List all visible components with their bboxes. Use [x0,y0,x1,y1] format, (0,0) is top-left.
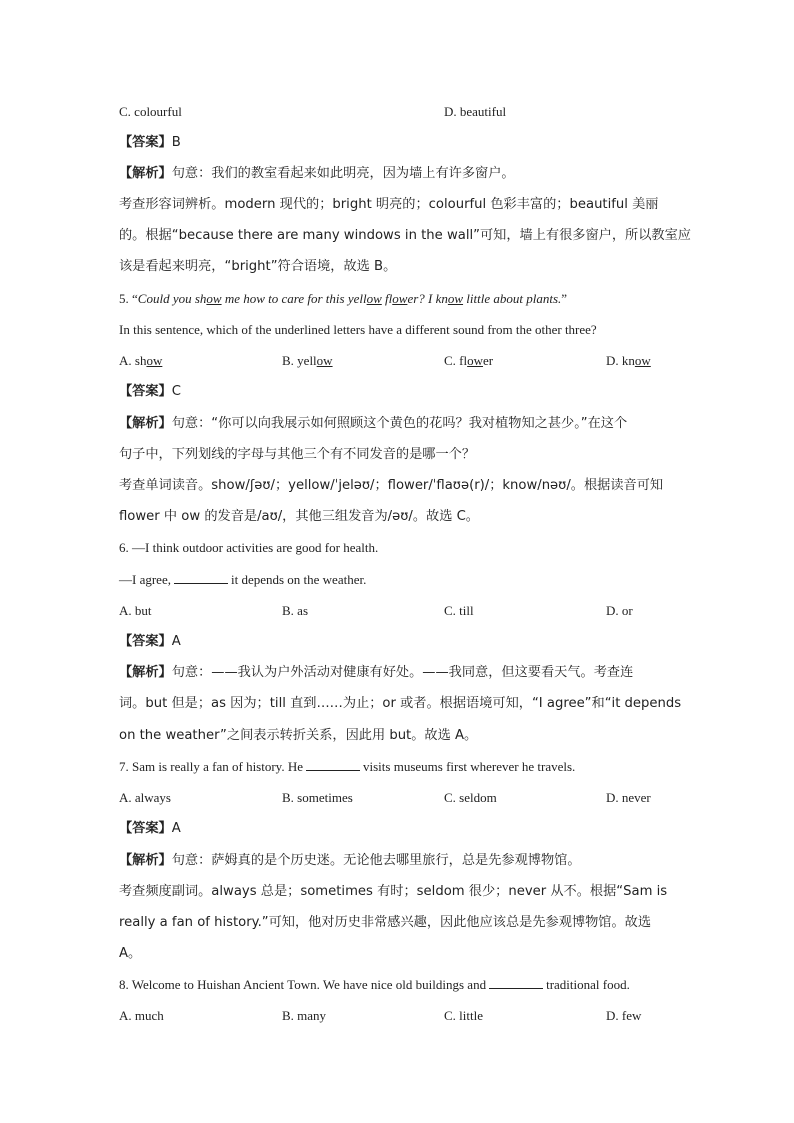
analysis-tag: 【解析】 [119,665,172,680]
answer-tag: 【答案】 [119,384,172,399]
option-d: D. few [606,1008,642,1023]
analysis-text: 句子中，下列划线的字母与其他三个有不同发音的是哪一个？ [119,447,476,462]
stem-text: —I agree, [119,572,171,587]
stem-text: 8. Welcome to Huishan Ancient Town. We have nice old buildings and [119,977,487,992]
stem-text: ” [561,291,568,306]
question-5-prompt: In this sentence, which of the underlined letters have a different sound from the other three? [119,322,597,337]
stem-text: visits museums first wherever he travels. [363,759,576,774]
option-d: D. never [606,790,651,805]
analysis-text: 词。but 但是；as 因为；till 直到……为止；or 或者。根据语境可知，“I agree”和“it depends [119,696,682,711]
option-d [606,352,651,370]
question-8-stem [119,976,630,994]
option-a: A. but [119,603,152,618]
analysis-text: 考查频度副词。always 总是；sometimes 有时；seldom 很少；never 从不。根据“Sam is [119,884,668,899]
analysis-text: 句意：——我认为户外活动对健康有好处。——我同意，但这要看天气。考查连 [171,665,634,680]
underlined-letters: ow [634,353,651,368]
option-c: C. little [444,1008,483,1023]
option-c: C. till [444,603,474,618]
question-5-stem [119,290,567,308]
stem-text: 5. “ [119,291,138,306]
analysis-text: 句意：我们的教室看起来如此明亮，因为墙上有许多窗户。 [171,166,515,181]
question-6-line2 [119,571,366,589]
answer-line [119,820,181,838]
answer-blank [174,571,228,584]
underlined-letters: ow [206,291,222,306]
option-text: er [483,353,494,368]
option-text: B. yell [282,353,317,368]
option-a: A. always [119,790,171,805]
answer-value: B [171,135,181,150]
stem-text: 7. Sam is really a fan of history. He [119,759,303,774]
option-b: B. sometimes [282,790,353,805]
option-b: B. as [282,603,308,618]
stem-text: er? I kn [407,291,448,306]
underlined-letters: ow [146,353,163,368]
analysis-text: 该是看起来明亮，“bright”符合语境，故选 B。 [119,259,397,274]
underlined-letters: ow [366,291,382,306]
analysis-text: flower 中 ow 的发音是/aʊ/，其他三组发音为/əʊ/。故选 C。 [119,509,479,524]
analysis-text: on the weather”之间表示转折关系，因此用 but。故选 A。 [119,728,478,743]
underlined-letters: ow [447,291,464,306]
option-c: C. seldom [444,790,497,805]
stem-text: little about plants. [463,291,562,306]
stem-text: Could you sh [137,291,207,306]
answer-blank [489,976,543,989]
option-d: D. beautiful [444,104,507,119]
underlined-letters: ow [316,353,333,368]
option-d: D. or [606,603,633,618]
analysis-line [119,415,627,433]
analysis-tag: 【解析】 [119,853,172,868]
stem-text: it depends on the weather. [230,572,367,587]
analysis-text: 考查形容词辨析。modern 现代的；bright 明亮的；colourful 色彩丰富的；beautiful 美丽 [119,197,659,212]
option-text: C. fl [444,353,468,368]
answer-value: A [171,634,181,649]
question-6-stem: 6. —I think outdoor activities are good for health. [119,540,379,555]
analysis-text: 句意：“你可以向我展示如何照顾这个黄色的花吗？我对植物知之甚少。”在这个 [171,416,628,431]
answer-blank [306,758,360,771]
stem-text: traditional food. [546,977,630,992]
answer-line [119,633,181,651]
answer-line [119,383,181,401]
option-a [119,352,162,370]
analysis-text: 句意：萨姆真的是个历史迷。无论他去哪里旅行，总是先参观博物馆。 [171,853,581,868]
option-a: A. much [119,1008,164,1023]
analysis-text: 考查单词读音。show/ʃəʊ/；yellow/ˈjeləʊ/；flower/ˈflaʊə(r)/；know/nəʊ/。根据读音可知 [119,478,664,493]
analysis-text: really a fan of history.”可知，他对历史非常感兴趣，因此他应该总是先参观博物馆。故选 [119,915,652,930]
answer-tag: 【答案】 [119,821,172,836]
stem-text: fl [381,291,393,306]
answer-tag: 【答案】 [119,634,172,649]
analysis-line [119,664,633,682]
option-c [444,352,493,370]
answer-line [119,134,181,152]
answer-value: C [171,384,181,399]
option-text: D. kn [606,353,635,368]
question-7-stem [119,758,575,776]
answer-value: A [171,821,181,836]
underlined-letters: ow [392,291,408,306]
analysis-tag: 【解析】 [119,416,172,431]
answer-tag: 【答案】 [119,135,172,150]
analysis-text: A。 [119,946,142,961]
underlined-letters: ow [467,353,484,368]
analysis-line [119,165,515,183]
option-b [282,352,333,370]
analysis-line [119,852,581,870]
option-b: B. many [282,1008,327,1023]
stem-text: me how to care for this yell [221,291,367,306]
analysis-text: 的。根据“because there are many windows in the wall”可知，墙上有很多窗户，所以教室应 [119,228,691,243]
analysis-tag: 【解析】 [119,166,172,181]
option-c: C. colourful [119,104,182,119]
option-text: A. sh [119,353,147,368]
